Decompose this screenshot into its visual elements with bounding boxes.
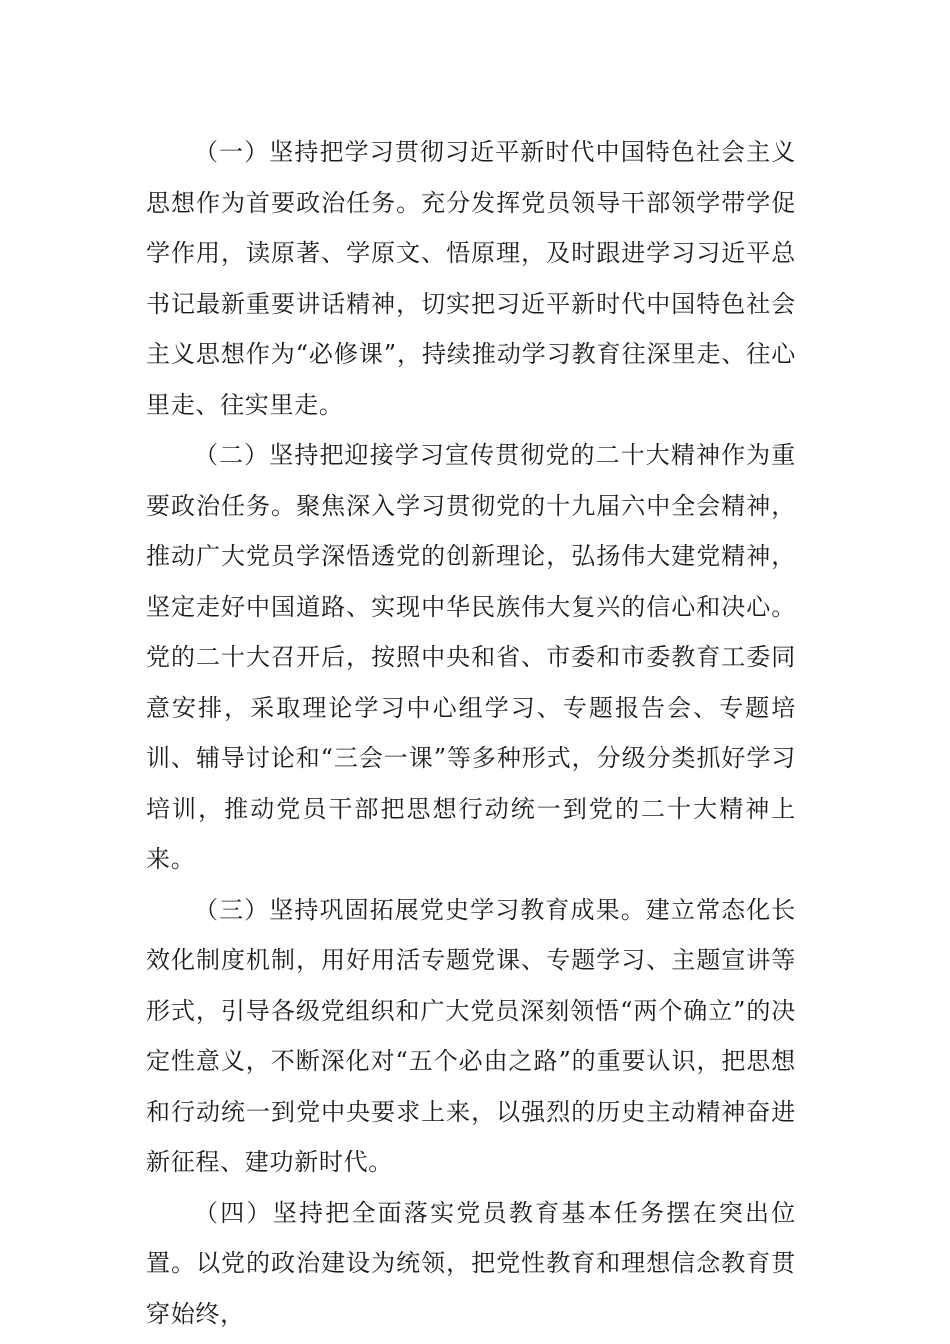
paragraph-4: （四）坚持把全面落实党员教育基本任务摆在突出位置。以党的政治建设为统领，把党性教育和理想信念教育贯穿始终，: [146, 1198, 796, 1328]
paragraph-1: （一）坚持把学习贯彻习近平新时代中国特色社会主义思想作为首要政治任务。充分发挥党员领导干部领学带学促学作用，读原著、学原文、悟原理，及时跟进学习习近平总书记最新重要讲话精神，切实把习近平新时代中国特色社会主义思想作为“必修课”，持续推动学习教育往深里走、往心里走、往实里走。: [146, 138, 796, 419]
paragraph-2: （二）坚持把迎接学习宣传贯彻党的二十大精神作为重要政治任务。聚焦深入学习贯彻党的十九届六中全会精神，推动广大党员学深悟透党的创新理论，弘扬伟大建党精神，坚定走好中国道路、实现中华民族伟大复兴的信心和决心。党的二十大召开后，按照中央和省、市委和市委教育工委同意安排，采取理论学习中心组学习、专题报告会、专题培训、辅导讨论和“三会一课”等多种形式，分级分类抓好学习培训，推动党员干部把思想行动统一到党的二十大精神上来。: [146, 441, 796, 873]
paragraph-3: （三）坚持巩固拓展党史学习教育成果。建立常态化长效化制度机制，用好用活专题党课、专题学习、主题宣讲等形式，引导各级党组织和广大党员深刻领悟“两个确立”的决定性意义，不断深化对“五个必由之路”的重要认识，把思想和行动统一到党中央要求上来，以强烈的历史主动精神奋进新征程、建功新时代。: [146, 895, 796, 1176]
document-body: [146, 127, 796, 1339]
